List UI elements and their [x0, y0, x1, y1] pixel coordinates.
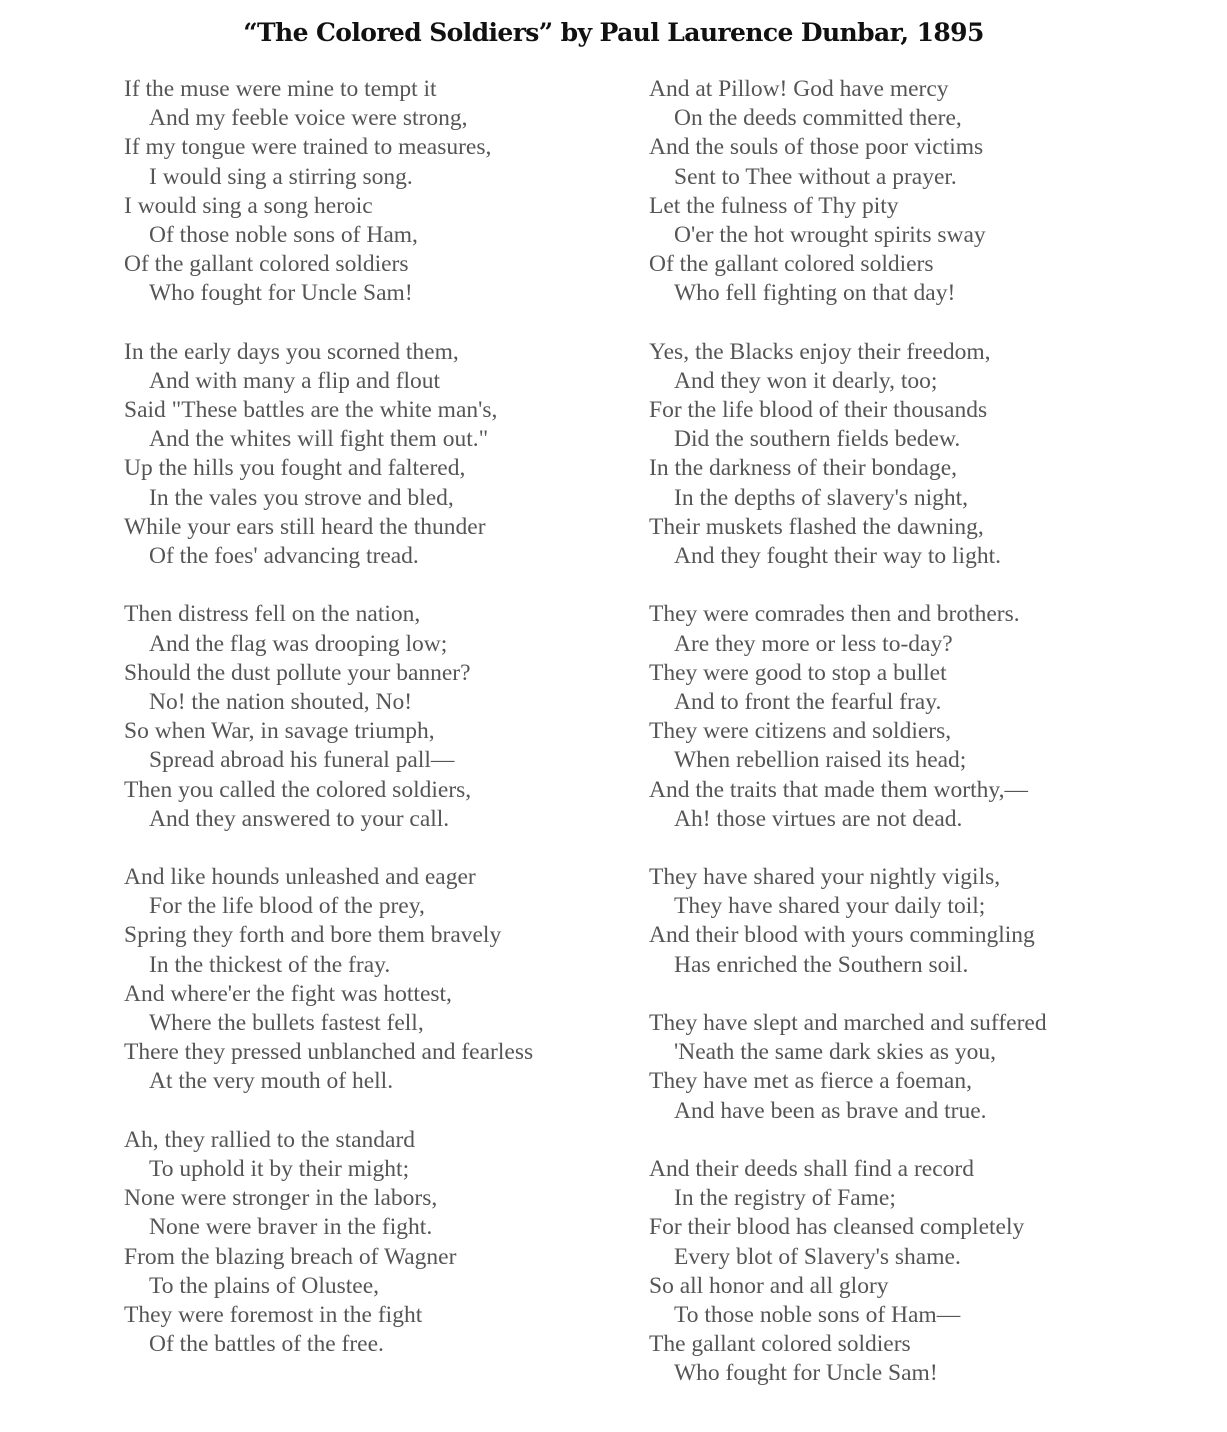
- poem-line: To those noble sons of Ham—: [674, 1301, 961, 1328]
- stanza: [649, 1155, 1189, 1389]
- poem-line: They were comrades then and brothers.: [649, 601, 1020, 628]
- poem-line: Let the fulness of Thy pity: [649, 192, 899, 219]
- poem-line: Every blot of Slavery's shame.: [674, 1243, 961, 1270]
- poem-line: And with many a flip and flout: [149, 367, 441, 394]
- poem-line: Said "These battles are the white man's,: [124, 397, 498, 424]
- poem-line: Up the hills you fought and faltered,: [124, 455, 466, 482]
- poem-line: And they fought their way to light.: [674, 543, 1001, 569]
- poem-line: Of the battles of the free.: [149, 1331, 384, 1358]
- poem-line: To uphold it by their might;: [149, 1155, 410, 1182]
- poem-line: I would sing a song heroic: [124, 192, 373, 219]
- poem-line: Who fought for Uncle Sam!: [674, 1360, 938, 1387]
- stanza: [124, 600, 624, 834]
- poem-line: Of the foes' advancing tread.: [149, 543, 419, 569]
- poem-line: Did the southern fields bedew.: [674, 426, 961, 453]
- poem-line: They were good to stop a bullet: [649, 659, 947, 686]
- poem-line: And the souls of those poor victims: [649, 134, 984, 161]
- poem-line: At the very mouth of hell.: [149, 1068, 394, 1095]
- poem-line: Their muskets flashed the dawning,: [649, 513, 984, 540]
- poem-line: In the depths of slavery's night,: [674, 484, 969, 511]
- stanza: [649, 863, 1189, 980]
- poem-line: None were stronger in the labors,: [124, 1185, 438, 1212]
- poem-line: And at Pillow! God have mercy: [649, 76, 949, 102]
- poem-line: They have slept and marched and suffered: [649, 1010, 1047, 1036]
- stanza: [124, 338, 624, 572]
- poem-line: Of those noble sons of Ham,: [149, 221, 418, 248]
- poem-line: And the whites will fight them out.": [149, 426, 489, 453]
- poem-line: In the thickest of the fray.: [149, 951, 391, 978]
- poem-line: Where the bullets fastest fell,: [149, 1010, 424, 1036]
- poem-line: Who fell fighting on that day!: [674, 280, 956, 307]
- poem-line: Spring they forth and bore them bravely: [124, 922, 502, 949]
- poem-line: Sent to Thee without a prayer.: [674, 163, 957, 190]
- poem-line: And their blood with yours commingling: [649, 922, 1035, 949]
- poem-line: 'Neath the same dark skies as you,: [674, 1039, 997, 1066]
- poem-line: And my feeble voice were strong,: [149, 105, 468, 132]
- poem-line: Are they more or less to-day?: [674, 630, 953, 657]
- poem-column-right: [649, 75, 1189, 1418]
- poem-line: Of the gallant colored soldiers: [124, 251, 409, 278]
- poem-line: They were citizens and soldiers,: [649, 718, 952, 745]
- stanza: [124, 1126, 624, 1360]
- stanza: [649, 1009, 1189, 1126]
- poem-line: O'er the hot wrought spirits sway: [674, 221, 986, 248]
- poem-line: And their deeds shall find a record: [649, 1155, 974, 1182]
- poem-line: If my tongue were trained to measures,: [124, 134, 492, 161]
- poem-line: To the plains of Olustee,: [149, 1272, 380, 1299]
- poem-line: Yes, the Blacks enjoy their freedom,: [649, 338, 991, 365]
- poem-line: Spread abroad his funeral pall—: [149, 747, 455, 774]
- stanza: [124, 75, 624, 309]
- poem-line: Of the gallant colored soldiers: [649, 251, 934, 278]
- poem-title: “The Colored Soldiers” by Paul Laurence Dunbar, 1895: [243, 18, 984, 47]
- poem-line: Who fought for Uncle Sam!: [149, 280, 413, 307]
- stanza: [649, 75, 1189, 309]
- poem-line: And to front the fearful fray.: [674, 688, 942, 715]
- stanza: [649, 600, 1189, 834]
- poem-line: They were foremost in the fight: [124, 1301, 423, 1328]
- poem-line: They have met as fierce a foeman,: [649, 1068, 972, 1095]
- poem-line: When rebellion raised its head;: [674, 747, 967, 774]
- poem-line: In the early days you scorned them,: [124, 338, 459, 365]
- poem-line: And they won it dearly, too;: [674, 367, 938, 394]
- poem-line: Ah, they rallied to the standard: [124, 1126, 416, 1153]
- poem-line: And have been as brave and true.: [674, 1097, 987, 1124]
- poem-line: No! the nation shouted, No!: [149, 688, 413, 715]
- poem-line: If the muse were mine to tempt it: [124, 76, 437, 102]
- poem-line: They have shared your daily toil;: [674, 893, 986, 920]
- poem-line: I would sing a stirring song.: [149, 163, 413, 190]
- poem-line: And like hounds unleashed and eager: [124, 864, 476, 891]
- poem-line: In the registry of Fame;: [674, 1185, 896, 1212]
- stanza: [649, 338, 1189, 572]
- poem-line: Then you called the colored soldiers,: [124, 776, 472, 803]
- poem-line: They have shared your nightly vigils,: [649, 864, 1001, 891]
- poem-line: While your ears still heard the thunder: [124, 513, 486, 540]
- poem-line: None were braver in the fight.: [149, 1214, 433, 1241]
- poem-line: From the blazing breach of Wagner: [124, 1243, 457, 1270]
- poem-line: In the vales you strove and bled,: [149, 484, 454, 511]
- poem-line: And they answered to your call.: [149, 805, 450, 832]
- poem-line: And the flag was drooping low;: [149, 630, 448, 657]
- poem-line: And the traits that made them worthy,—: [649, 776, 1028, 803]
- poem-line: Has enriched the Southern soil.: [674, 951, 969, 978]
- poem-column-left: [124, 75, 624, 1388]
- poem-line: For their blood has cleansed completely: [649, 1214, 1025, 1241]
- poem-line: For the life blood of the prey,: [149, 893, 425, 920]
- poem-line: Then distress fell on the nation,: [124, 601, 421, 628]
- poem-line: In the darkness of their bondage,: [649, 455, 958, 482]
- poem-line: For the life blood of their thousands: [649, 397, 988, 424]
- poem-line: Ah! those virtues are not dead.: [674, 805, 963, 832]
- poem-line: On the deeds committed there,: [674, 105, 962, 132]
- poem-line: Should the dust pollute your banner?: [124, 659, 471, 686]
- poem-line: So all honor and all glory: [649, 1272, 889, 1299]
- poem-line: And where'er the fight was hottest,: [124, 980, 452, 1007]
- stanza: [124, 863, 624, 1097]
- poem-line: The gallant colored soldiers: [649, 1331, 911, 1358]
- poem-line: So when War, in savage triumph,: [124, 718, 435, 745]
- poem-line: There they pressed unblanched and fearless: [124, 1039, 534, 1066]
